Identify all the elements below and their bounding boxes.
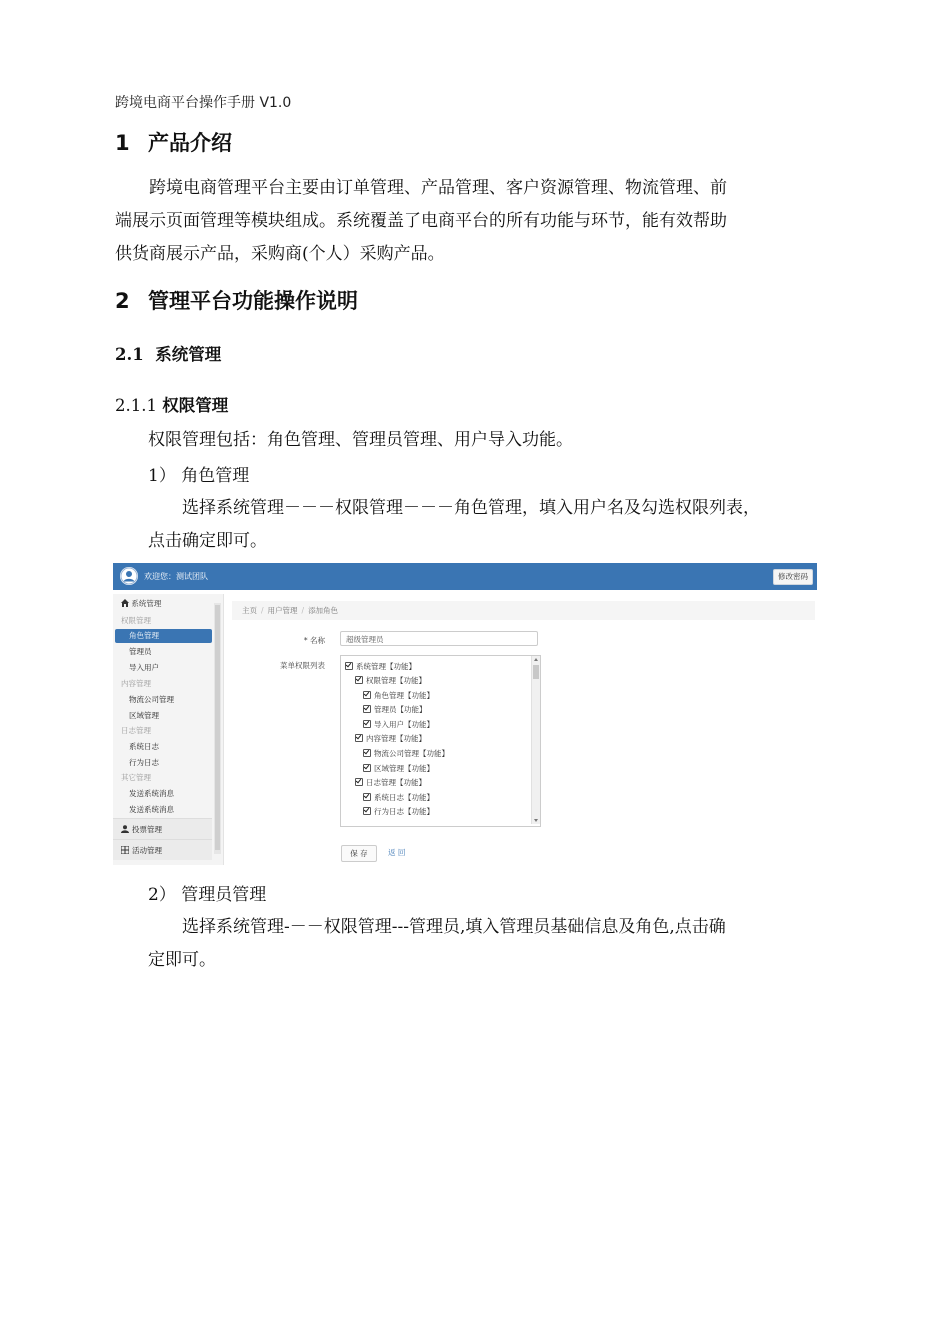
tree-item-label: 管理员【功能】: [374, 705, 427, 714]
tree-item-label: 权限管理【功能】: [366, 676, 426, 685]
section-number: 2: [115, 289, 130, 313]
checkbox-checked-icon[interactable]: [355, 778, 363, 786]
save-button[interactable]: 保 存: [341, 845, 377, 862]
scroll-up-icon[interactable]: [534, 658, 538, 661]
breadcrumb-home[interactable]: 主页: [242, 606, 257, 615]
step-2-label: 2） 管理员管理: [148, 885, 267, 905]
checkbox-checked-icon[interactable]: [363, 691, 371, 699]
sidebar-item-actlog[interactable]: 行为日志: [129, 758, 159, 767]
tree-item-import-user[interactable]: [363, 718, 434, 731]
section-number: 2.1.1: [115, 396, 157, 415]
grid-icon: [121, 846, 129, 854]
section-title: 权限管理: [162, 396, 229, 415]
sidebar-item-label: 投票管理: [132, 825, 162, 834]
back-link[interactable]: 返 回: [388, 848, 406, 857]
tree-item-label: 物流公司管理【功能】: [374, 749, 449, 758]
tree-scrollbar[interactable]: [531, 656, 540, 824]
tree-item-label: 导入用户【功能】: [374, 720, 434, 729]
paragraph-line: 供货商展示产品，采购商(个人）采购产品。: [115, 244, 445, 264]
welcome-text: 欢迎您：测试团队: [144, 572, 208, 581]
scroll-down-icon[interactable]: [534, 819, 538, 822]
breadcrumb-user-management[interactable]: 用户管理: [267, 606, 298, 615]
top-bar: [113, 563, 817, 590]
tree-item-actlog[interactable]: [363, 805, 434, 818]
sidebar-item-logistics[interactable]: 物流公司管理: [129, 695, 174, 704]
sidebar-item-label: 系统管理: [131, 599, 162, 608]
admin-screenshot: [113, 563, 817, 865]
checkbox-checked-icon[interactable]: [363, 807, 371, 815]
user-icon: [121, 825, 129, 833]
step-1-label: 1） 角色管理: [148, 466, 250, 486]
step-1-body: [148, 492, 815, 558]
paragraph-line: 跨境电商管理平台主要由订单管理、产品管理、客户资源管理、物流管理、前: [149, 178, 727, 198]
tree-item-log[interactable]: [355, 776, 426, 789]
permission-list-label: 菜单权限列表: [280, 661, 325, 670]
name-label: * 名称: [303, 636, 325, 645]
sidebar-item-vote[interactable]: [113, 818, 212, 839]
sidebar-item-label: 活动管理: [132, 846, 162, 855]
role-name-input[interactable]: 超级管理员: [340, 631, 538, 646]
section-1-body: [115, 172, 815, 271]
permission-tree[interactable]: [340, 655, 541, 827]
sidebar-group-log: 日志管理: [121, 726, 151, 735]
paragraph-line: 点击确定即可。: [148, 531, 267, 551]
sidebar-group-other: 其它管理: [121, 773, 151, 782]
checkbox-checked-icon[interactable]: [363, 705, 371, 713]
sidebar-item-role[interactable]: 角色管理: [115, 629, 212, 643]
section-title: 产品介绍: [148, 131, 232, 155]
sidebar-group-content: 内容管理: [121, 679, 151, 688]
tree-item-permission[interactable]: [355, 674, 426, 687]
checkbox-checked-icon[interactable]: [363, 764, 371, 772]
sidebar-item-sendmsg[interactable]: 发送系统消息: [129, 789, 174, 798]
tree-item-label: 角色管理【功能】: [374, 691, 434, 700]
tree-item-label: 行为日志【功能】: [374, 807, 434, 816]
tree-item-role[interactable]: [363, 689, 434, 702]
section-title: 系统管理: [155, 345, 222, 364]
sidebar-item-syslog[interactable]: 系统日志: [129, 742, 159, 751]
checkbox-checked-icon[interactable]: [363, 720, 371, 728]
sidebar-item-region[interactable]: 区域管理: [129, 711, 159, 720]
sidebar-item-system[interactable]: [121, 597, 220, 611]
sidebar-item-activity[interactable]: [113, 839, 212, 860]
sidebar-item-sendmsg[interactable]: 发送系统消息: [129, 805, 174, 814]
sidebar-item-admin[interactable]: 管理员: [129, 647, 152, 656]
section-number: 1: [115, 131, 130, 155]
tree-item-label: 日志管理【功能】: [366, 778, 426, 787]
section-number: 2.1: [115, 345, 144, 364]
tree-item-region[interactable]: [363, 762, 434, 775]
section-2-1-heading: [115, 341, 221, 365]
tree-scroll-thumb[interactable]: [533, 665, 539, 679]
user-avatar-icon[interactable]: [120, 567, 138, 585]
home-icon: [121, 599, 129, 607]
paragraph-line: 端展示页面管理等模块组成。系统覆盖了电商平台的所有功能与环节，能有效帮助: [115, 211, 727, 231]
section-1-heading: [115, 127, 232, 157]
change-password-button[interactable]: 修改密码: [773, 569, 813, 585]
tree-item-system[interactable]: [345, 660, 416, 673]
tree-item-syslog[interactable]: [363, 791, 434, 804]
sidebar-item-import-user[interactable]: 导入用户: [129, 663, 159, 672]
tree-item-logistics[interactable]: [363, 747, 449, 760]
checkbox-checked-icon[interactable]: [355, 676, 363, 684]
checkbox-checked-icon[interactable]: [355, 734, 363, 742]
checkbox-checked-icon[interactable]: [345, 662, 353, 670]
section-2-1-1-heading: [115, 392, 228, 416]
tree-item-label: 区域管理【功能】: [374, 764, 434, 773]
step-2-body: [148, 911, 815, 977]
section-2-1-1-intro: 权限管理包括：角色管理、管理员管理、用户导入功能。: [148, 430, 573, 450]
paragraph-line: 定即可。: [148, 950, 216, 970]
section-2-heading: [115, 285, 358, 315]
tree-item-label: 内容管理【功能】: [366, 734, 426, 743]
section-title: 管理平台功能操作说明: [148, 289, 358, 313]
checkbox-checked-icon[interactable]: [363, 749, 371, 757]
document-header: 跨境电商平台操作手册 V1.0: [115, 95, 292, 111]
sidebar-group-permission: 权限管理: [121, 616, 151, 625]
checkbox-checked-icon[interactable]: [363, 793, 371, 801]
tree-item-label: 系统管理【功能】: [356, 662, 416, 671]
breadcrumb: 主页 / 用户管理 / 添加角色: [232, 601, 815, 620]
tree-item-content[interactable]: [355, 732, 426, 745]
tree-item-admin[interactable]: [363, 703, 427, 716]
paragraph-line: 选择系统管理－－－权限管理－－－角色管理，填入用户名及勾选权限列表，: [182, 498, 760, 518]
tree-item-label: 系统日志【功能】: [374, 793, 434, 802]
breadcrumb-current: 添加角色: [308, 606, 339, 615]
paragraph-line: 选择系统管理-－－权限管理---管理员,填入管理员基础信息及角色,点击确: [182, 917, 726, 937]
